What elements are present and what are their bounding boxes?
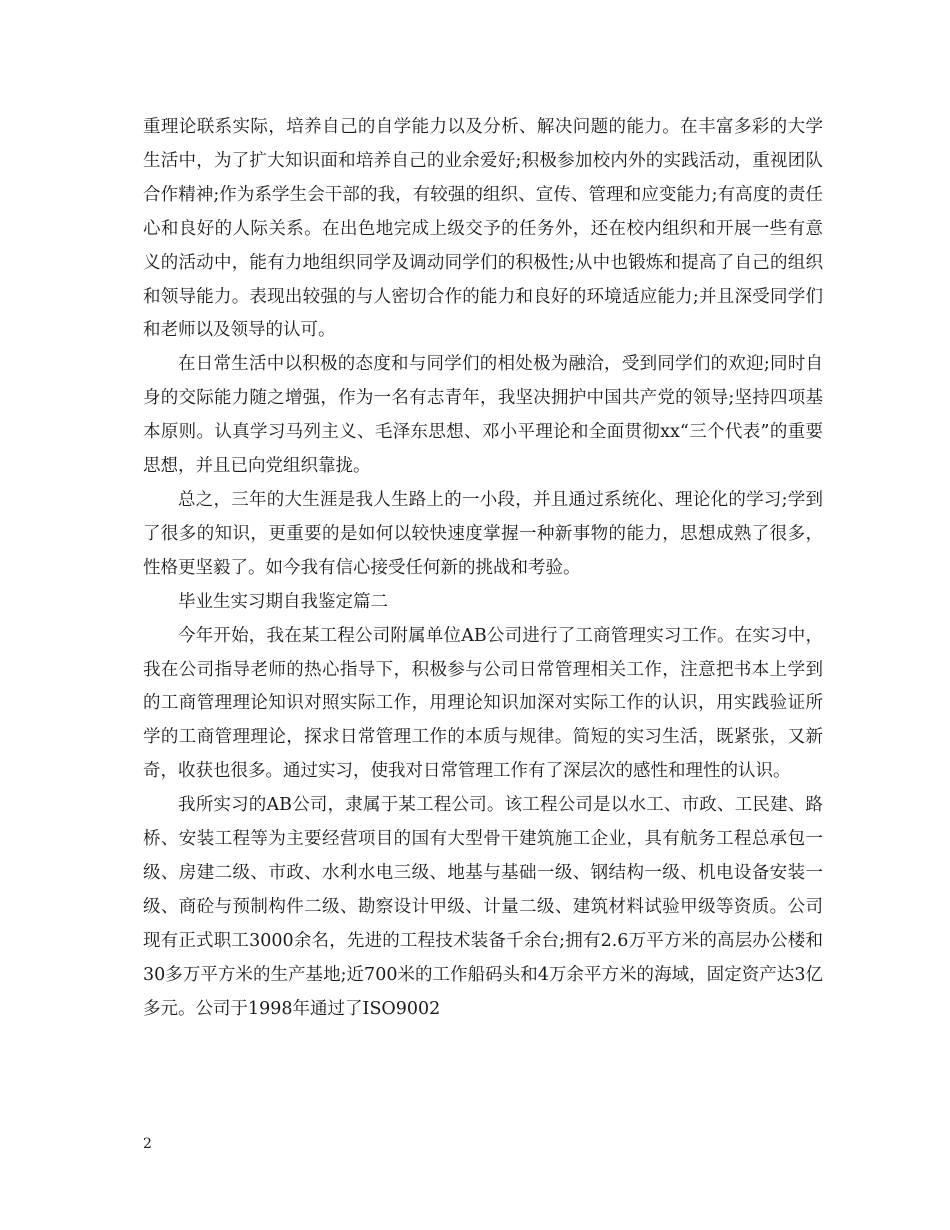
paragraph-4: 今年开始，我在某工程公司附属单位AB公司进行了工商管理实习工作。在实习中，我在公司指导老师的热心指导下，积极参与公司日常管理相关工作，注意把书本上学到的工商管理理论知识对照实际工作，用理论知识加深对实际工作的认识，用实践验证所学的工商管理理论，探求日常管理工作的本质与规律。简短的实习生活，既紧张，又新奇，收获也很多。通过实习，使我对日常管理工作有了深层次的感性和理性的认识。 <box>143 625 823 782</box>
paragraph-3: 总之，三年的大生涯是我人生路上的一小段，并且通过系统化、理论化的学习;学到了很多的知识，更重要的是如何以较快速度掌握一种新事物的能力，思想成熟了很多，性格更坚毅了。如今我有信心接受任何新的挑战和考验。 <box>143 489 823 578</box>
section-heading: 毕业生实习期自我鉴定篇二 <box>178 591 388 612</box>
document-body <box>143 111 823 1026</box>
paragraph-2: 在日常生活中以积极的态度和与同学们的相处极为融洽，受到同学们的欢迎;同时自身的交际能力随之增强，作为一名有志青年，我坚决拥护中国共产党的领导;坚持四项基本原则。认真学习马列主义、毛泽东思想、邓小平理论和全面贯彻xx“三个代表”的重要思想，并且已向党组织靠拢。 <box>143 354 823 477</box>
page-number: 2 <box>143 1136 152 1152</box>
paragraph-1: 重理论联系实际，培养自己的自学能力以及分析、解决问题的能力。在丰富多彩的大学生活中，为了扩大知识面和培养自己的业余爱好;积极参加校内外的实践活动，重视团队合作精神;作为系学生会干部的我，有较强的组织、宣传、管理和应变能力;有高度的责任心和良好的人际关系。在出色地完成上级交予的任务外，还在校内组织和开展一些有意义的活动中，能有力地组织同学及调动同学们的积极性;从中也锻炼和提高了自己的组织和领导能力。表现出较强的与人密切合作的能力和良好的环境适应能力;并且深受同学们和老师以及领导的认可。 <box>143 117 823 341</box>
paragraph-5: 我所实习的AB公司，隶属于某工程公司。该工程公司是以水工、市政、工民建、路桥、安装工程等为主要经营项目的国有大型骨干建筑施工企业，具有航务工程总承包一级、房建二级、市政、水利水电三级、地基与基础一级、钢结构一级、机电设备安装一级、商砼与预制构件二级、勘察设计甲级、计量二级、建筑材料试验甲级等资质。公司现有正式职工3000余名，先进的工程技术装备千余台;拥有2.6万平方米的高层办公楼和30多万平方米的生产基地;近700米的工作船码头和4万余平方米的海域，固定资产达3亿多元。公司于1998年通过了ISO9002 <box>143 795 823 1019</box>
